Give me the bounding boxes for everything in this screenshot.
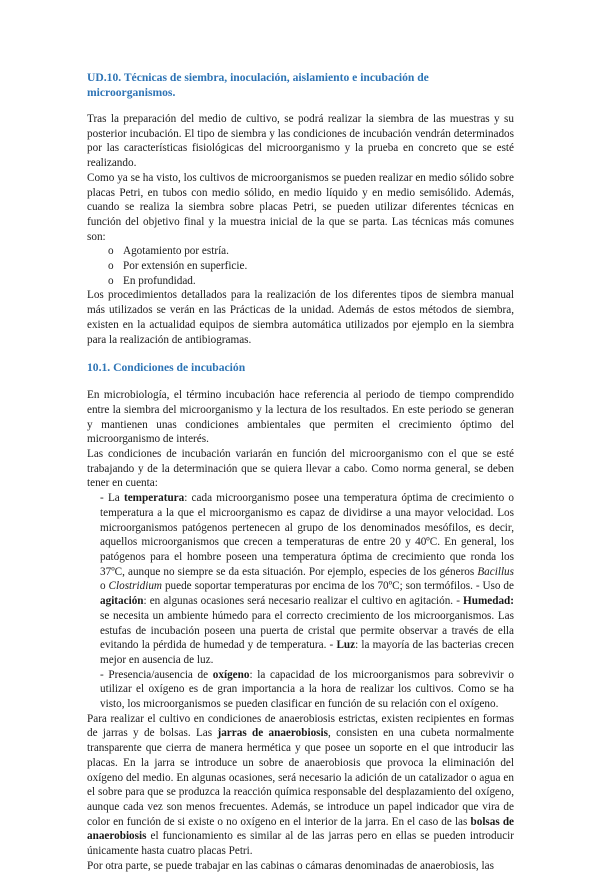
intro-paragraph-3: Los procedimientos detallados para la realización de los diferentes tipos de siembra manual más utilizados se verán en las Prácticas de la unidad. Además de estos métodos de siembra, existen en la actualidad equipos de siembra automática utilizados por ejemplo en la siembra para la realización de antibiogramas. [87,289,514,346]
sowing-techniques-list [87,244,514,288]
intro-paragraph-1: Tras la preparación del medio de cultivo, se podrá realizar la siembra de las muestras y su posterior incubación. El tipo de siembra y las condiciones de incubación vendrán determinados por las características fisiológicas del microorganismo y la prueba en concreto que se esté realizando. [87,113,514,170]
section-heading: 10.1. Condiciones de incubación [87,361,246,375]
list-item: o Agotamiento por estría. [108,244,514,259]
intro-paragraph-2: Como ya se ha visto, los cultivos de microorganismos se pueden realizar en medio sólido sobre placas Petri, en tubos con medio sólido, en medio líquido y en medio semisólido. Además, cuando se realiza la siembra sobre placas Petri, se pueden utilizar diferentes técnicas en función del objetivo final y la muestra inicial de la que se parta. Las técnicas más comunes son: [87,171,514,243]
list-item: o En profundidad. [108,274,514,289]
list-item: o Por extensión en superficie. [108,259,514,274]
section-paragraph-2: Las condiciones de incubación variarán en función del microorganismo con el que se esté trabajando y de la determinación que se quiera llevar a cabo. Como norma general, se deben tener en cuenta: [87,448,514,490]
document-body [87,70,514,873]
condition-temperature-item: - La temperatura: cada microorganismo posee una temperatura óptima de crecimiento o temperatura a la que el microorganismo es capaz de dividirse a una mayor velocidad. Los microorganismos patógenos pertenecen al grupo de los denominados mesófilos, es decir, aquellos microorganismos que crecen a temperaturas de entre 20 y 40ºC. En general, los patógenos para el hombre poseen una temperatura óptima de crecimiento que ronda los 37ºC, aunque no siempre se da esta situación. Por ejemplo, especies de los géneros Bacillus o Clostridium puede soportar temperaturas por encima de los 70ºC; son termófilos. - Uso de agitación: en algunas ocasiones será necesario realizar el cultivo en agitación. - Humedad: se necesita un ambiente húmedo para el correcto crecimiento de los microorganismos. Las estufas de incubación poseen una puerta de cristal que permite observar a través de ella evitando la pérdida de humedad y de temperatura. - Luz: la mayoría de las bacterias crecen mejor en ausencia de luz. [100,492,515,666]
section-paragraph-1: En microbiología, el término incubación hace referencia al periodo de tiempo comprendido entre la siembra del microorganismo y la lectura de los resultados. En este periodo se generan y mantienen unas condiciones ambientales que permiten el crecimiento óptimo del microorganismo de interés. [87,389,514,446]
section-paragraph-3: Para realizar el cultivo en condiciones de anaerobiosis estrictas, existen recipientes en formas de jarras y de bolsas. Las jarras de anaerobiosis, consisten en una cubeta normalmente transparente que cierra de manera hermética y que posee un soporte en el que introducir las placas. En la jarra se introduce un sobre de anaerobiosis que provoca la eliminación del oxígeno del medio. En algunas ocasiones, será necesario la adición de un catalizador o agua en el sobre para que se produzca la reacción química responsable del desplazamiento del oxígeno, aunque cada vez son menos frecuentes. Además, se introduce un papel indicador que vira de color en función de si existe o no oxígeno en el interior de la jarra. En el caso de las bolsas de anaerobiosis el funcionamiento es similar al de las jarras pero en ellas se pueden introducir únicamente hasta cuatro placas Petri. [87,712,515,858]
condition-oxygen-item: - Presencia/ausencia de oxígeno: la capacidad de los microorganismos para sobrevivir o utilizar el oxígeno es de gran importancia a la hora de realizar los cultivos. Como se ha visto, los microorganismos se pueden clasificar en función de su relación con el oxígeno. [100,668,515,711]
section-paragraph-4: Por otra parte, se puede trabajar en las cabinas o cámaras denominadas de anaerobiosis, las [87,859,494,872]
unit-title: UD.10. Técnicas de siembra, inoculación, aislamiento e incubación de microorganismos. [87,71,429,99]
